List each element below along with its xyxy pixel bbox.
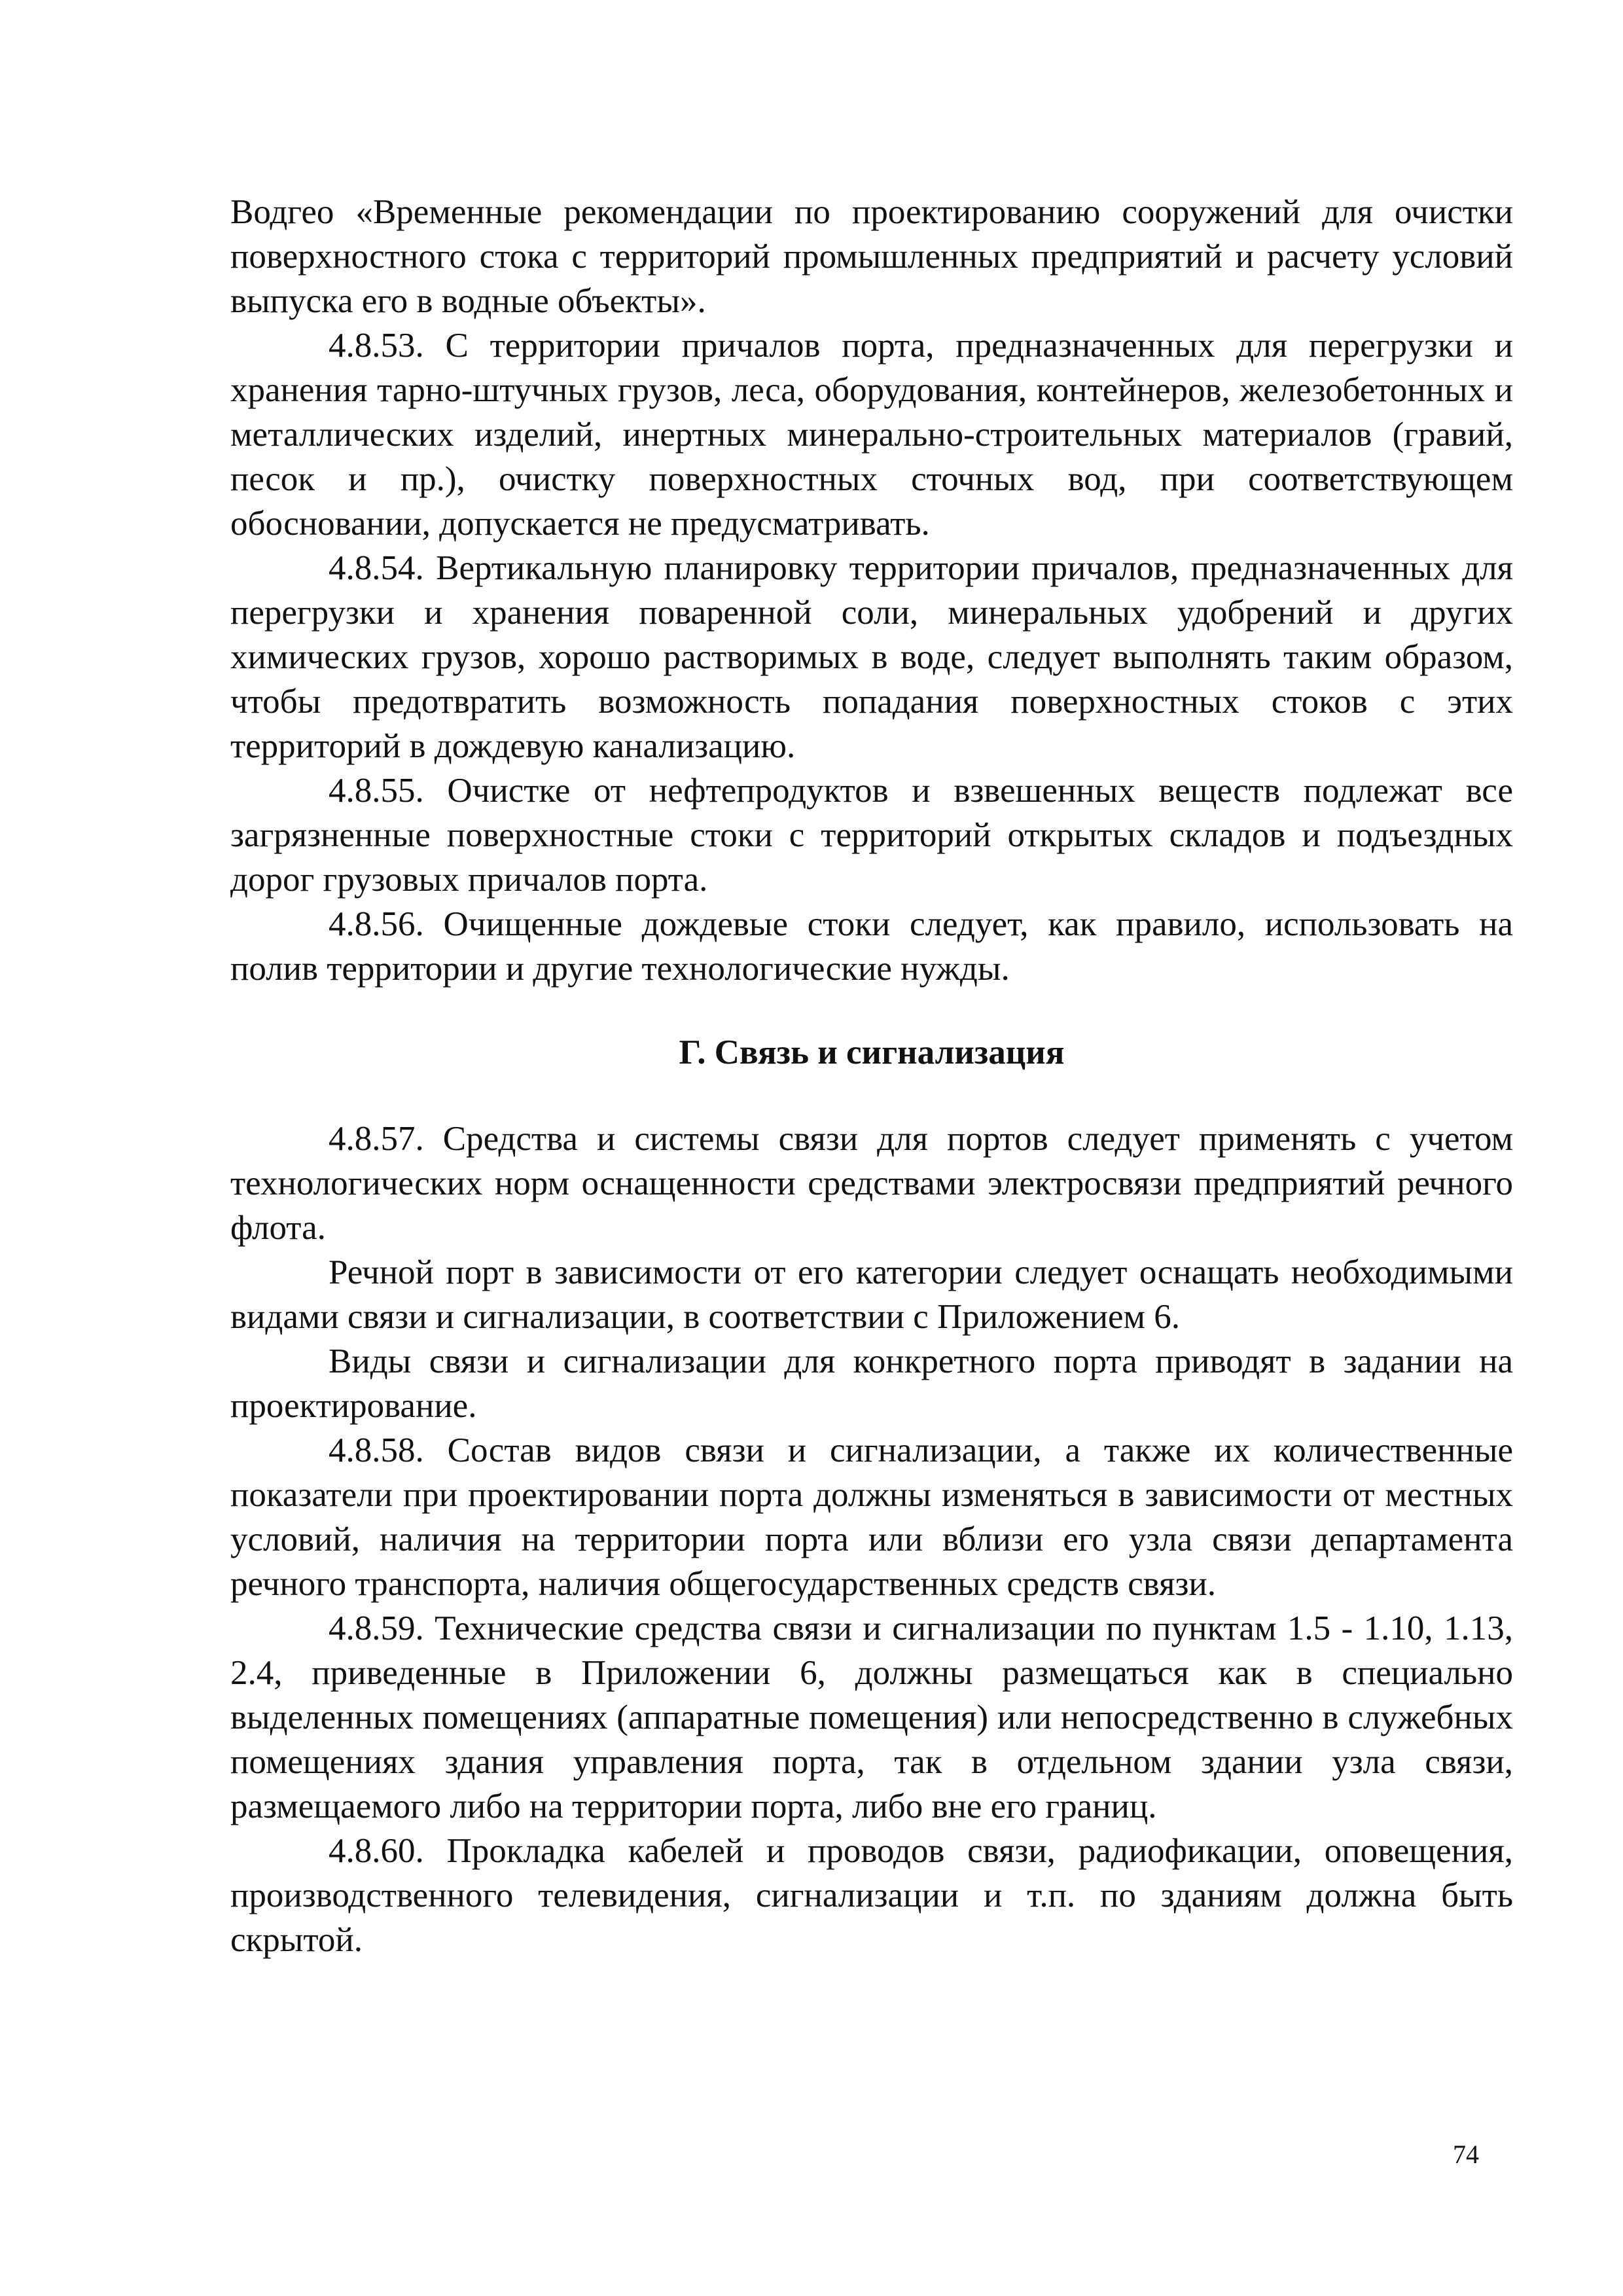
paragraph-vodgeo-continuation: Водгео «Временные рекомендации по проектированию сооружений для очистки поверхностного стока с территорий промышленных предприятий и расчету условий выпуска его в водные объекты». — [230, 193, 1513, 320]
paragraph-4-8-55: 4.8.55. Очистке от нефтепродуктов и взвешенных веществ подлежат все загрязненные поверхностные стоки с территорий открытых складов и подъездных дорог грузовых причалов порта. — [230, 772, 1513, 899]
section-heading: Г. Связь и сигнализация — [679, 1033, 1065, 1071]
paragraph-4-8-58: 4.8.58. Состав видов связи и сигнализации, а также их количественные показатели при проектировании порта должны изменяться в зависимости от местных условий, наличия на территории порта или вблизи его узла связи департамента речного транспорта, наличия общегосударственных средств связи. — [230, 1431, 1513, 1603]
paragraph-4-8-54: 4.8.54. Вертикальную планировку территории причалов, предназначенных для перегрузки и хранения поваренной соли, минеральных удобрений и других химических грузов, хорошо растворимых в воде, следует выполнять таким образом, чтобы предотвратить возможность попадания поверхностных стоков с этих территорий в дождевую канализацию. — [230, 549, 1513, 765]
paragraph-4-8-56: 4.8.56. Очищенные дождевые стоки следует, как правило, использовать на полив территории и другие технологические нужды. — [230, 905, 1513, 988]
paragraph-4-8-53: 4.8.53. С территории причалов порта, предназначенных для перегрузки и хранения тарно-штучных грузов, леса, оборудования, контейнеров, железобетонных и металлических изделий, инертных минерально-строительных материалов (гравий, песок и пр.), очистку поверхностных сточных вод, при соответствующем обосновании, допускается не предусматривать. — [230, 327, 1513, 543]
document-body — [230, 190, 1513, 1962]
paragraph-4-8-60: 4.8.60. Прокладка кабелей и проводов связи, радиофикации, оповещения, производственного телевидения, сигнализации и т.п. по зданиям должна быть скрытой. — [230, 1832, 1513, 1959]
paragraph-4-8-59: 4.8.59. Технические средства связи и сигнализации по пунктам 1.5 - 1.10, 1.13, 2.4, приведенные в Приложении 6, должны размещаться как в специально выделенных помещениях (аппаратные помещения) или непосредственно в служебных помещениях здания управления порта, так в отдельном здании узла связи, размещаемого либо на территории порта, либо вне его границ. — [230, 1609, 1513, 1825]
paragraph-communication-types: Виды связи и сигнализации для конкретного порта приводят в задании на проектирование. — [230, 1342, 1513, 1425]
paragraph-river-port-equipment: Речной порт в зависимости от его категории следует оснащать необходимыми видами связи и сигнализации, в соответствии с Приложением 6. — [230, 1253, 1513, 1336]
page-number: 74 — [1453, 2140, 1479, 2169]
paragraph-4-8-57: 4.8.57. Средства и системы связи для портов следует применять с учетом технологических норм оснащенности средствами электросвязи предприятий речного флота. — [230, 1120, 1513, 1247]
